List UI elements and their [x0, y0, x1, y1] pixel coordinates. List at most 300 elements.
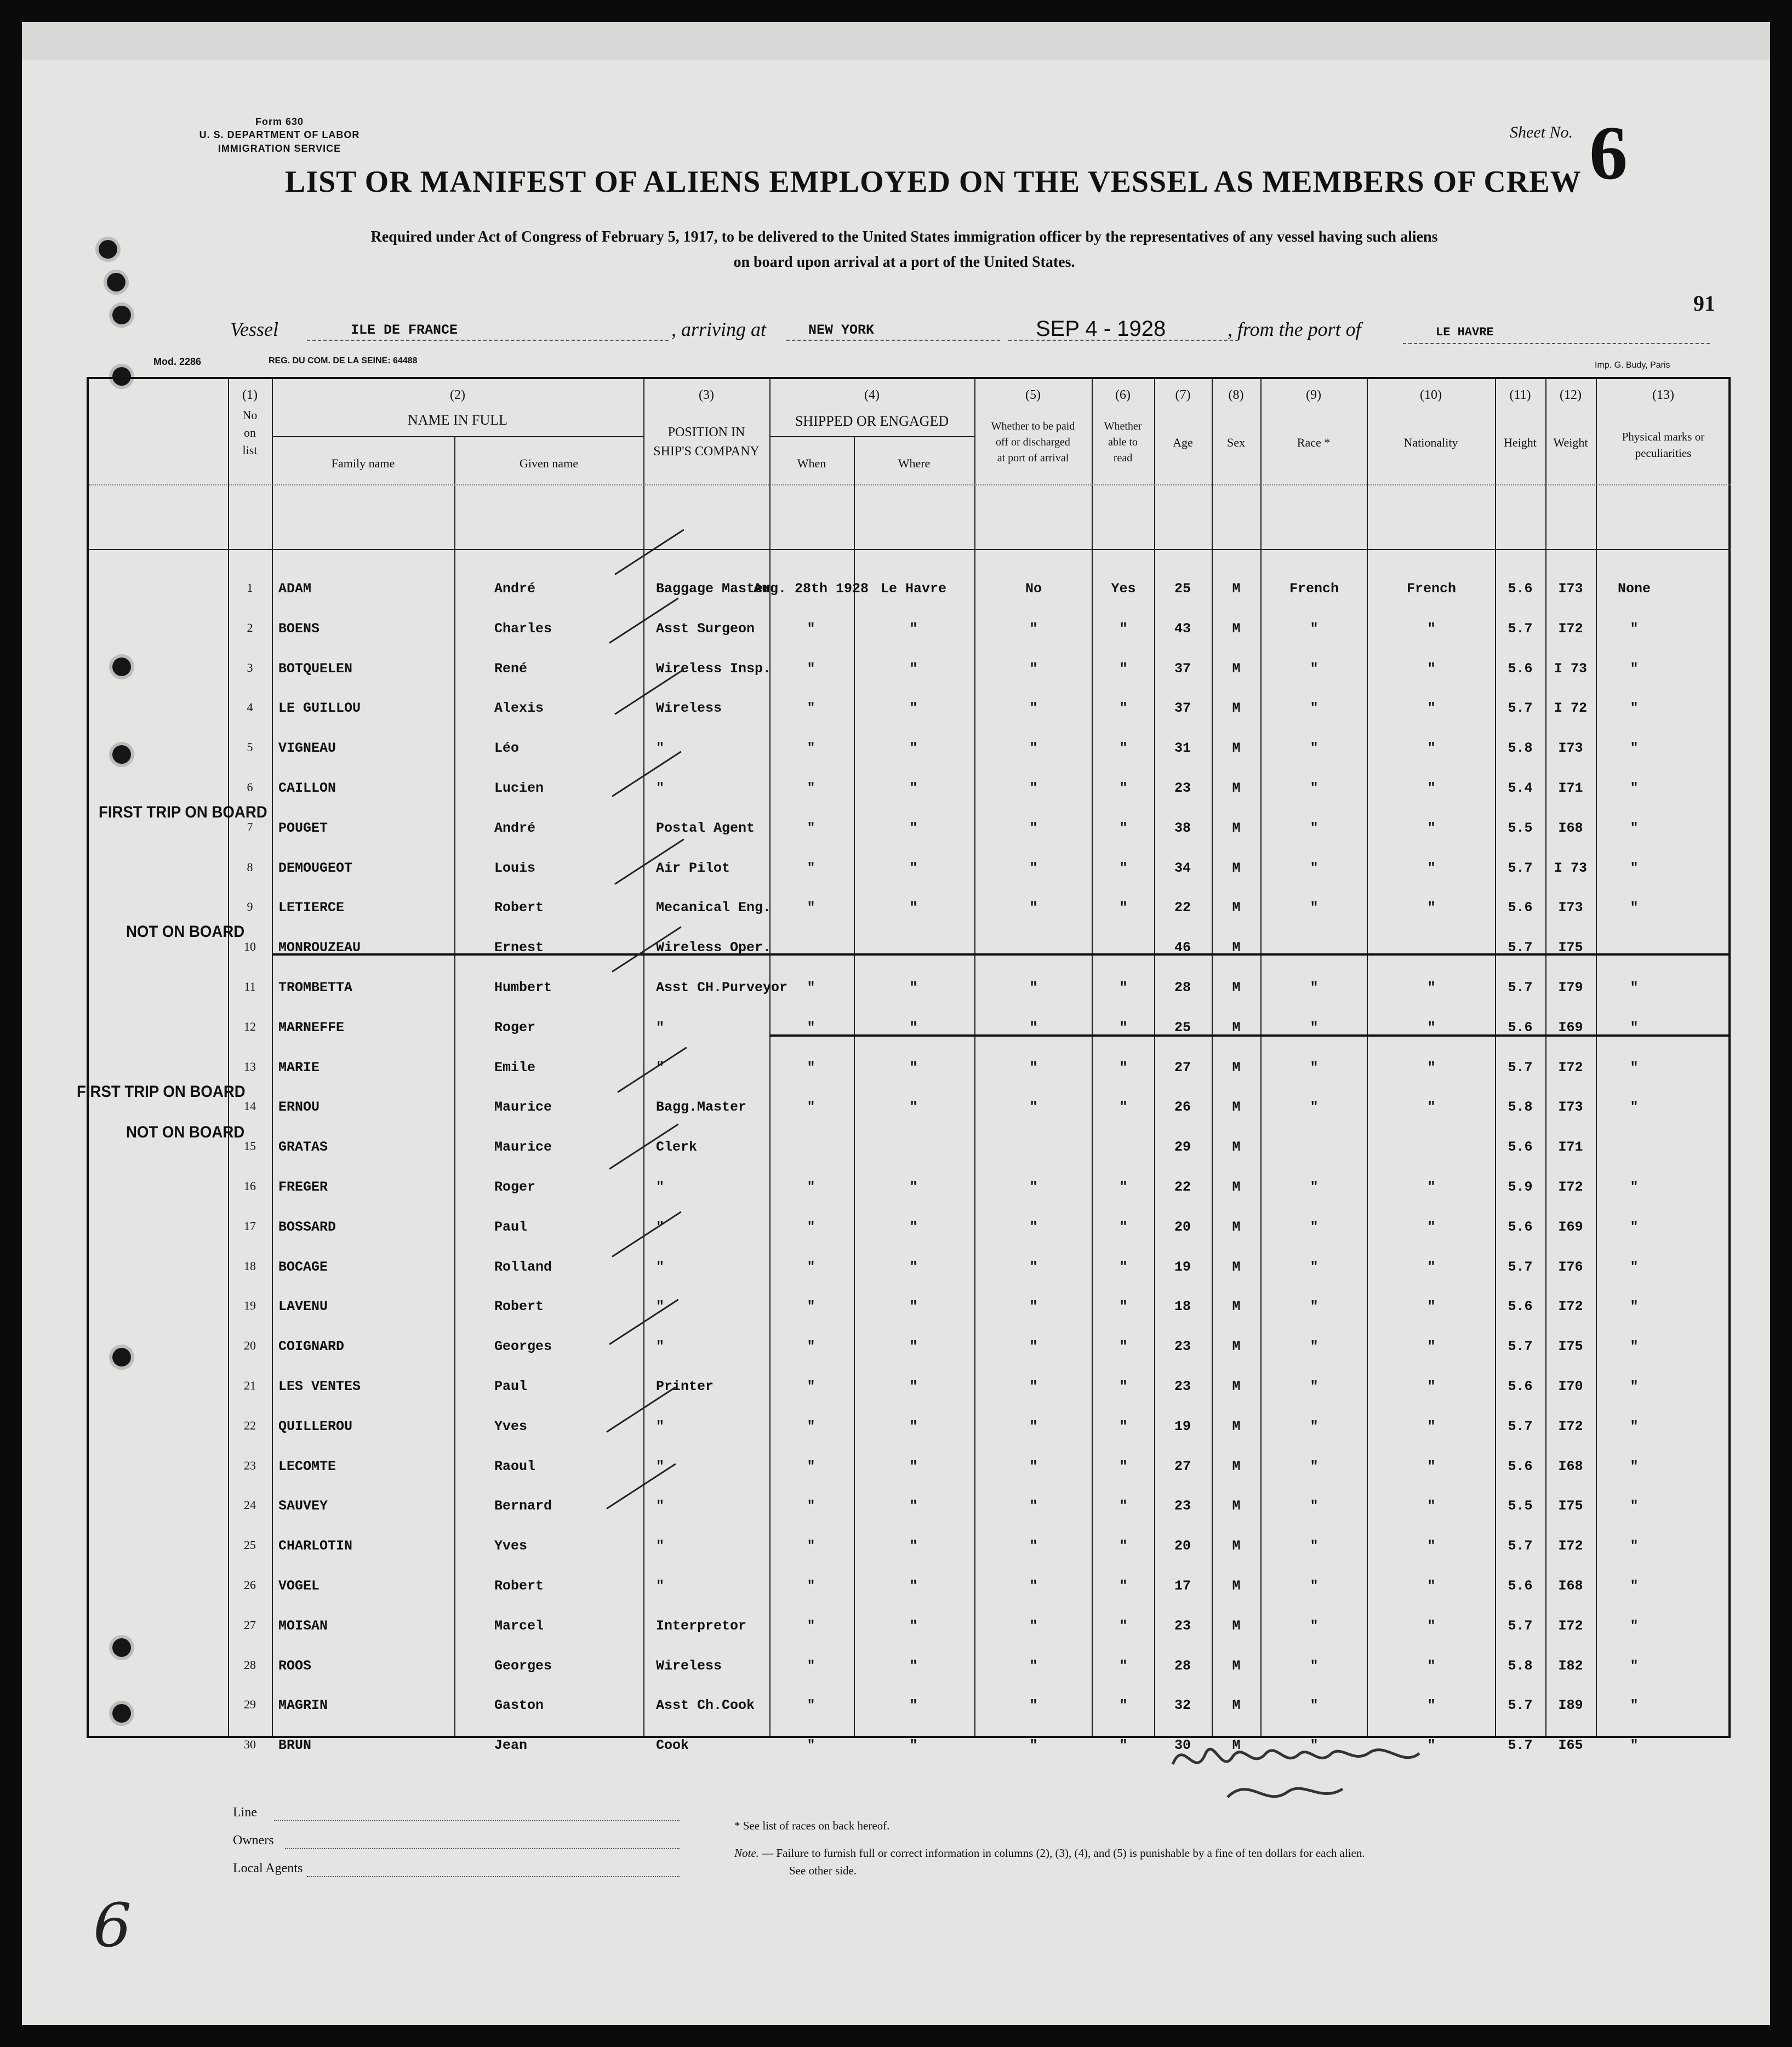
ditto-mark: ": [1427, 1299, 1436, 1315]
ditto-mark: ": [807, 1299, 815, 1315]
from-port-label: , from the port of: [1228, 318, 1361, 340]
age: 20: [1174, 1219, 1191, 1235]
ditto-mark: ": [1029, 1418, 1038, 1434]
ditto-mark: ": [1427, 1019, 1436, 1036]
ditto-mark: ": [1310, 700, 1319, 717]
form-header: [175, 115, 384, 155]
position: Asst Ch.Cook: [656, 1697, 755, 1714]
row-number: 19: [244, 1299, 256, 1313]
row-number: 6: [247, 780, 253, 794]
agents-underline: [307, 1876, 680, 1877]
age: 17: [1174, 1578, 1191, 1594]
position: Baggage Master: [656, 581, 772, 597]
age: 23: [1174, 1339, 1191, 1355]
family-name: DEMOUGEOT: [278, 860, 353, 876]
requirement-line-2: on board upon arrival at a port of the United States.: [733, 254, 1075, 271]
position: ": [656, 1019, 665, 1036]
ditto-mark: ": [1427, 1219, 1436, 1235]
given-name: Yves: [494, 1418, 528, 1434]
ditto-mark: ": [1119, 900, 1128, 916]
ditto-mark: ": [1119, 1697, 1128, 1714]
row-number: 28: [244, 1657, 256, 1672]
ditto-mark: ": [909, 780, 918, 796]
ditto-mark: ": [1119, 700, 1128, 717]
family-name: MARNEFFE: [278, 1019, 345, 1036]
ditto-mark: ": [1029, 780, 1038, 796]
ditto-mark: ": [909, 1299, 918, 1315]
height: 5.7: [1508, 620, 1533, 637]
position: Asst Surgeon: [656, 620, 755, 637]
weight: I75: [1558, 1339, 1583, 1355]
ditto-mark: ": [1119, 1099, 1128, 1116]
height: 5.7: [1508, 1697, 1533, 1714]
sex: M: [1232, 1139, 1241, 1156]
weight: I75: [1558, 940, 1583, 956]
arriving-port: NEW YORK: [808, 322, 875, 338]
row-number: 26: [244, 1578, 256, 1592]
ditto-mark: ": [1427, 980, 1436, 996]
given-name: René: [494, 660, 528, 677]
row-number: 2: [247, 620, 253, 634]
ditto-mark: ": [807, 1418, 815, 1434]
weight: I69: [1558, 1219, 1583, 1235]
position: ": [656, 1259, 665, 1275]
weight: I75: [1558, 1498, 1583, 1514]
ditto-mark: ": [1630, 1418, 1639, 1434]
ditto-mark: ": [1119, 820, 1128, 836]
weight: I68: [1558, 1458, 1583, 1474]
age: 46: [1174, 940, 1191, 956]
arrival-date-stamp: SEP 4 - 1928: [1036, 317, 1166, 341]
ditto-mark: ": [909, 660, 918, 677]
ditto-mark: ": [1427, 1737, 1436, 1754]
ditto-mark: ": [1310, 1498, 1319, 1514]
ditto-mark: ": [1427, 1099, 1436, 1116]
age: 27: [1174, 1458, 1191, 1474]
sex: M: [1232, 620, 1241, 637]
position: ": [656, 1418, 665, 1434]
header-dotted-rule: [89, 484, 1731, 485]
col-num-6: (6): [1115, 388, 1131, 402]
weight: I89: [1558, 1697, 1583, 1714]
col-num-12: (12): [1560, 388, 1582, 402]
height: 5.7: [1508, 1538, 1533, 1554]
age: 25: [1174, 1019, 1191, 1036]
ditto-mark: ": [909, 1219, 918, 1235]
footer-line-label: Line: [233, 1805, 257, 1820]
age: 22: [1174, 900, 1191, 916]
age: 25: [1174, 581, 1191, 597]
ditto-mark: ": [1310, 1259, 1319, 1275]
weight: I68: [1558, 1578, 1583, 1594]
col-num-7: (7): [1175, 388, 1191, 402]
ditto-mark: ": [1630, 900, 1639, 916]
row-number: 10: [244, 940, 256, 954]
ditto-mark: ": [1310, 1059, 1319, 1076]
ditto-mark: ": [909, 1099, 918, 1116]
weight: I82: [1558, 1657, 1583, 1674]
given-name: Ernest: [494, 940, 544, 956]
ditto-mark: ": [1630, 820, 1639, 836]
given-name: André: [494, 820, 536, 836]
owners-underline: [285, 1848, 680, 1849]
position: ": [656, 1179, 665, 1195]
family-name: TROMBETTA: [278, 980, 353, 996]
ditto-mark: ": [909, 820, 918, 836]
ditto-mark: ": [1310, 1418, 1319, 1434]
ditto-mark: ": [1119, 1179, 1128, 1195]
ditto-mark: ": [909, 1379, 918, 1394]
ditto-mark: ": [909, 900, 918, 916]
ditto-mark: ": [1119, 1379, 1128, 1394]
given-name: Alexis: [494, 700, 544, 717]
inspector-signature: [1162, 1715, 1491, 1825]
when-cell: Aug. 28th 1928: [753, 581, 869, 597]
ditto-mark: ": [1029, 1498, 1038, 1514]
ditto-mark: ": [1029, 660, 1038, 677]
ditto-mark: ": [909, 980, 918, 996]
weight: I65: [1558, 1737, 1583, 1754]
ditto-mark: ": [1427, 1059, 1436, 1076]
ditto-mark: ": [909, 1179, 918, 1195]
age: 28: [1174, 1657, 1191, 1674]
row-number: 20: [244, 1339, 256, 1353]
ditto-mark: ": [909, 1339, 918, 1355]
family-name: CHARLOTIN: [278, 1538, 353, 1554]
ditto-mark: ": [1310, 1538, 1319, 1554]
height: 5.7: [1508, 980, 1533, 996]
row-number: 25: [244, 1538, 256, 1552]
position: Bagg.Master: [656, 1099, 747, 1116]
ditto-mark: ": [1029, 860, 1038, 876]
department-name: U. S. DEPARTMENT OF LABOR: [199, 129, 360, 141]
col-num-11: (11): [1509, 388, 1531, 402]
note-label: Note.: [734, 1846, 759, 1860]
sex: M: [1232, 860, 1241, 876]
ditto-mark: ": [1119, 1219, 1128, 1235]
sex: M: [1232, 1259, 1241, 1275]
col-num-4: (4): [864, 388, 880, 402]
sex: M: [1232, 1538, 1241, 1554]
position: Wireless: [656, 1657, 722, 1674]
ditto-mark: ": [909, 1578, 918, 1594]
position: ": [656, 780, 665, 796]
ditto-mark: ": [1119, 780, 1128, 796]
ditto-mark: ": [1427, 700, 1436, 717]
row-number: 5: [247, 740, 253, 754]
col-num-5: (5): [1025, 388, 1041, 402]
row-number: 11: [244, 980, 256, 993]
crew-manifest-table: [87, 377, 1731, 1754]
row-number: 29: [244, 1697, 256, 1712]
given-name: Humbert: [494, 980, 552, 996]
ditto-mark: ": [1029, 1458, 1038, 1474]
weight: I72: [1558, 1059, 1583, 1076]
ditto-mark: ": [1630, 1339, 1639, 1355]
ditto-mark: ": [807, 860, 815, 876]
ditto-mark: ": [807, 1697, 815, 1714]
ditto-mark: ": [1310, 1578, 1319, 1594]
position: Wireless: [656, 700, 722, 717]
family-name: CAILLON: [278, 780, 336, 796]
height: 5.6: [1508, 1219, 1533, 1235]
family-name: MARIE: [278, 1059, 320, 1076]
ditto-mark: ": [1029, 620, 1038, 637]
age: 23: [1174, 1379, 1191, 1394]
family-name: ROOS: [278, 1657, 312, 1674]
height: 5.6: [1508, 1139, 1533, 1156]
position: Asst CH.Purveyor: [656, 980, 788, 996]
col-num-1: (1): [242, 388, 258, 402]
family-name: LETIERCE: [278, 900, 345, 916]
given-name: Maurice: [494, 1139, 552, 1156]
ditto-mark: ": [1630, 1179, 1639, 1195]
ditto-mark: ": [1630, 1099, 1639, 1116]
ditto-mark: ": [1427, 1458, 1436, 1474]
family-name: BOCAGE: [278, 1259, 328, 1275]
ditto-mark: ": [807, 1498, 815, 1514]
family-name: GRATAS: [278, 1139, 328, 1156]
height: 5.7: [1508, 1418, 1533, 1434]
ditto-mark: ": [1119, 1458, 1128, 1474]
col-num-2: (2): [450, 388, 465, 402]
col-num-9: (9): [1306, 388, 1321, 402]
height: 5.6: [1508, 900, 1533, 916]
ditto-mark: ": [807, 1657, 815, 1674]
ditto-mark: ": [1119, 1299, 1128, 1315]
given-name: Roger: [494, 1179, 536, 1195]
given-name: Paul: [494, 1219, 528, 1235]
paid-cell: No: [1025, 581, 1042, 597]
ditto-mark: ": [807, 1179, 815, 1195]
position: ": [656, 1219, 665, 1235]
sex: M: [1232, 1737, 1241, 1754]
check-mark: [606, 1387, 676, 1433]
ditto-mark: ": [1029, 1617, 1038, 1634]
given-name: Yves: [494, 1538, 528, 1554]
family-name: VOGEL: [278, 1578, 320, 1594]
note-text: — Failure to furnish full or correct information in columns (2), (3), (4), and (5) is punishable by a fine of ten dollars for each alien.: [762, 1846, 1365, 1860]
ditto-mark: ": [1630, 1299, 1639, 1315]
weight: I73: [1558, 740, 1583, 757]
ditto-mark: ": [1119, 660, 1128, 677]
ditto-mark: ": [1427, 780, 1436, 796]
ditto-mark: ": [807, 1259, 815, 1275]
from-port-underline: [1403, 343, 1710, 344]
height: 5.6: [1508, 581, 1533, 597]
sheet-number: 6: [1589, 111, 1628, 196]
age: 18: [1174, 1299, 1191, 1315]
page-title: LIST OR MANIFEST OF ALIENS EMPLOYED ON THE VESSEL AS MEMBERS OF CREW: [285, 165, 1582, 199]
ditto-mark: ": [1119, 1578, 1128, 1594]
col-header-when: When: [797, 456, 826, 470]
ditto-mark: ": [909, 1498, 918, 1514]
height: 5.7: [1508, 1737, 1533, 1754]
age: 27: [1174, 1059, 1191, 1076]
age: 19: [1174, 1259, 1191, 1275]
position: Interpretor: [656, 1617, 747, 1634]
printer-name: Imp. G. Budy, Paris: [1595, 361, 1670, 370]
vessel-label: Vessel: [230, 318, 278, 340]
form-number: Form 630: [255, 116, 304, 127]
position: ": [656, 1339, 665, 1355]
height: 5.6: [1508, 660, 1533, 677]
ditto-mark: ": [1630, 1697, 1639, 1714]
ditto-mark: ": [1029, 900, 1038, 916]
position: Mecanical Eng.: [656, 900, 772, 916]
family-name: MOISAN: [278, 1617, 328, 1634]
ditto-mark: ": [1630, 1379, 1639, 1394]
ditto-mark: ": [909, 1418, 918, 1434]
age: 34: [1174, 860, 1191, 876]
ditto-mark: ": [1630, 620, 1639, 637]
ditto-mark: ": [909, 1617, 918, 1634]
age: 19: [1174, 1418, 1191, 1434]
col-header-where: Where: [898, 456, 931, 470]
requirement-text: [164, 225, 1644, 275]
nationality-cell: French: [1406, 581, 1457, 597]
ditto-mark: ": [807, 1458, 815, 1474]
row-number: 15: [244, 1139, 256, 1153]
given-name: Léo: [494, 740, 520, 757]
age: 43: [1174, 620, 1191, 637]
weight: I72: [1558, 620, 1583, 637]
age: 20: [1174, 1538, 1191, 1554]
col-header-name: NAME IN FULL: [408, 412, 507, 428]
height: 5.8: [1508, 1099, 1533, 1116]
ditto-mark: ": [1029, 1019, 1038, 1036]
sheet-label: Sheet No.: [1510, 123, 1573, 141]
ditto-mark: ": [1119, 1339, 1128, 1355]
given-name: Lucien: [494, 780, 544, 796]
weight: I73: [1558, 581, 1583, 597]
family-name: LE GUILLOU: [278, 700, 361, 717]
weight: I72: [1558, 1179, 1583, 1195]
given-name: Raoul: [494, 1458, 536, 1474]
row-number: 4: [247, 700, 253, 714]
family-name: LES VENTES: [278, 1379, 361, 1394]
ditto-mark: ": [1310, 900, 1319, 916]
ditto-mark: ": [1427, 660, 1436, 677]
ditto-mark: ": [909, 1737, 918, 1754]
footer-owners-label: Owners: [233, 1833, 274, 1848]
ditto-mark: ": [1630, 1259, 1639, 1275]
given-name: Roger: [494, 1019, 536, 1036]
sex: M: [1232, 900, 1241, 916]
ditto-mark: ": [1310, 1617, 1319, 1634]
ditto-mark: ": [1029, 1299, 1038, 1315]
ditto-mark: ": [909, 1019, 918, 1036]
ditto-mark: ": [807, 780, 815, 796]
ditto-mark: ": [1310, 1458, 1319, 1474]
row-number: 3: [247, 660, 253, 674]
height: 5.9: [1508, 1179, 1533, 1195]
position: Postal Agent: [656, 820, 755, 836]
height: 5.7: [1508, 860, 1533, 876]
age: 23: [1174, 780, 1191, 796]
row-number: 14: [244, 1099, 256, 1113]
given-name: Gaston: [494, 1697, 544, 1714]
ditto-mark: ": [807, 1099, 815, 1116]
given-name: Jean: [494, 1737, 528, 1754]
sex: M: [1232, 1099, 1241, 1116]
weight: I72: [1558, 1418, 1583, 1434]
col-header-nationality: Nationality: [1403, 436, 1458, 449]
family-name: BOENS: [278, 620, 320, 637]
height: 5.7: [1508, 1259, 1533, 1275]
height: 5.6: [1508, 1299, 1533, 1315]
position: Cook: [656, 1737, 689, 1754]
ditto-mark: ": [909, 1059, 918, 1076]
family-name: FREGER: [278, 1179, 328, 1195]
weight: I79: [1558, 980, 1583, 996]
check-mark: [617, 1047, 687, 1093]
service-name: IMMIGRATION SERVICE: [218, 142, 341, 154]
position: ": [656, 1059, 665, 1076]
ditto-mark: ": [1310, 1657, 1319, 1674]
ditto-mark: ": [1630, 1059, 1639, 1076]
row-number: 21: [244, 1379, 256, 1392]
ditto-mark: ": [807, 1339, 815, 1355]
ditto-mark: ": [1630, 780, 1639, 796]
height: 5.7: [1508, 1617, 1533, 1634]
sex: M: [1232, 1418, 1241, 1434]
height: 5.5: [1508, 820, 1533, 836]
sex: M: [1232, 1019, 1241, 1036]
ditto-mark: ": [1119, 1259, 1128, 1275]
age: 29: [1174, 1139, 1191, 1156]
sex: M: [1232, 581, 1241, 597]
line-underline: [274, 1820, 680, 1821]
family-name: BOSSARD: [278, 1219, 336, 1235]
read-cell: Yes: [1111, 581, 1136, 597]
ditto-mark: ": [1029, 1737, 1038, 1754]
ditto-mark: ": [1119, 620, 1128, 637]
punch-hole: [112, 306, 131, 324]
weight: I72: [1558, 1617, 1583, 1634]
age: 37: [1174, 660, 1191, 677]
date-underline: [1008, 340, 1239, 341]
ditto-mark: ": [1119, 1737, 1128, 1754]
sex: M: [1232, 940, 1241, 956]
row-number: 1: [247, 581, 253, 594]
ditto-mark: ": [1630, 1737, 1639, 1754]
height: 5.5: [1508, 1498, 1533, 1514]
age: 22: [1174, 1179, 1191, 1195]
given-name: Charles: [494, 620, 552, 637]
sex: M: [1232, 980, 1241, 996]
ditto-mark: ": [1427, 860, 1436, 876]
weight: I72: [1558, 1538, 1583, 1554]
sex: M: [1232, 1219, 1241, 1235]
ditto-mark: ": [807, 1379, 815, 1394]
sex: M: [1232, 1657, 1241, 1674]
ditto-mark: ": [1427, 1418, 1436, 1434]
ditto-mark: ": [1427, 1179, 1436, 1195]
race-cell: French: [1289, 581, 1339, 597]
row-number: 22: [244, 1418, 256, 1432]
family-name: VIGNEAU: [278, 740, 336, 757]
family-name: ERNOU: [278, 1099, 320, 1116]
given-name: Paul: [494, 1379, 528, 1394]
ditto-mark: ": [909, 620, 918, 637]
family-name: ADAM: [278, 581, 312, 597]
given-name: Rolland: [494, 1259, 552, 1275]
col-num-8: (8): [1228, 388, 1244, 402]
family-name: BOTQUELEN: [278, 660, 353, 677]
ditto-mark: ": [807, 700, 815, 717]
ditto-mark: ": [1029, 980, 1038, 996]
